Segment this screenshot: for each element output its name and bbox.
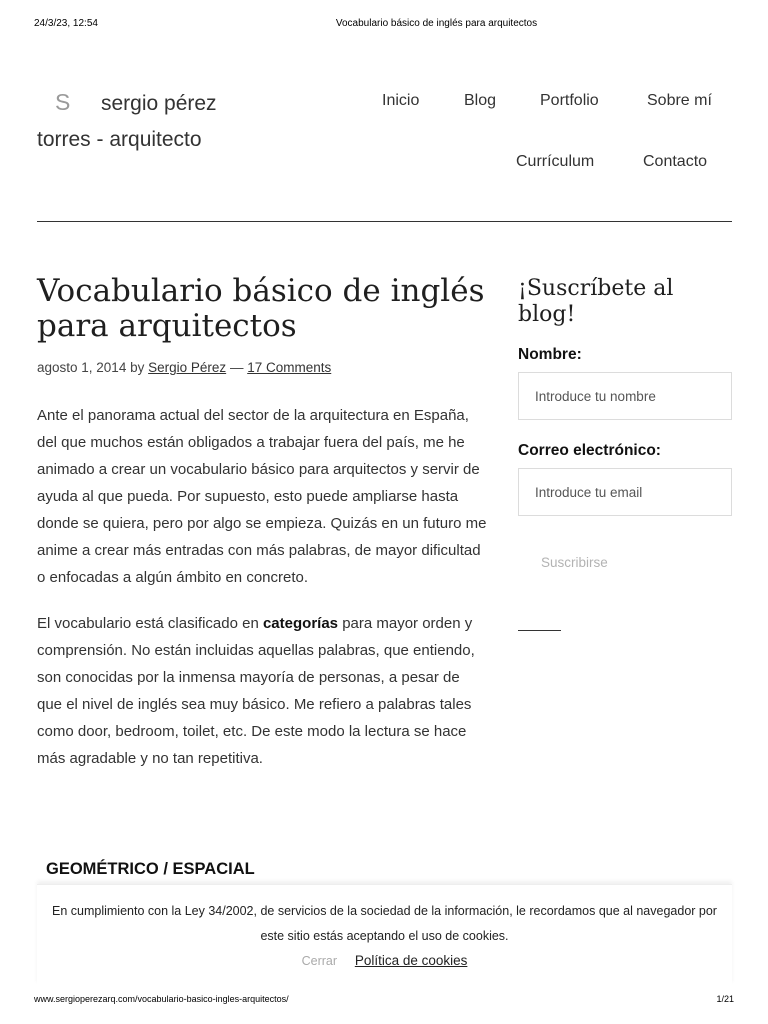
- site-logo[interactable]: [37, 84, 337, 158]
- site-name-line2: torres - arquitecto: [37, 128, 202, 151]
- post-author-link[interactable]: Sergio Pérez: [148, 360, 227, 375]
- name-input[interactable]: [518, 372, 732, 420]
- paragraph-2-intro: El vocabulario está clasificado en: [37, 615, 259, 632]
- section-heading: GEOMÉTRICO / ESPACIAL: [46, 860, 255, 878]
- post-comments-link[interactable]: 17 Comments: [247, 360, 332, 375]
- cookie-notice-text: En cumplimiento con la Ley 34/2002, de servicios de la sociedad de la información, le recordamos que al navegador por este sitio estás aceptando el uso de cookies.: [52, 904, 717, 943]
- subscribe-button[interactable]: Suscribirse: [518, 546, 638, 578]
- cookie-close-button[interactable]: Cerrar: [301, 954, 338, 968]
- nav-item-inicio[interactable]: Inicio: [382, 92, 420, 109]
- post-paragraph-1: Ante el panorama actual del sector de la arquitectura en España, del que muchos están obligados a trabajar fuera del país, me he animado a crear un vocabulario básico para arquitectos y servir de ayuda al que pueda. Por supuesto, esto puede ampliarse hasta donde se quiera, pero por algo se empieza. Quizás en un futuro me anime a crear más entradas con más palabras, de mayor dificultad o enfocadas a algún ámbito en concreto.: [37, 407, 487, 586]
- name-field-label: Nombre:: [518, 346, 582, 363]
- meta-dash: —: [229, 360, 244, 375]
- post-title: Vocabulario básico de inglés para arquitectos: [37, 273, 485, 344]
- cookie-notice-bar: [37, 884, 732, 985]
- subscribe-widget-title: ¡Suscríbete al blog!: [518, 276, 674, 327]
- cookie-policy-link[interactable]: Política de cookies: [354, 953, 468, 968]
- logo-letter-icon: S: [55, 89, 71, 115]
- paragraph-2-rest: para mayor orden y comprensión. No están incluidas aquellas palabras, que entiendo, son conocidas por la inmensa mayoría de personas, a pesar de que el nivel de inglés sea muy básico. Me refiero a palabras tales como door, bedroom, toilet, etc. De este modo la lectura se hace más agradable y no tan repetitiva.: [37, 615, 475, 767]
- email-field-label: Correo electrónico:: [518, 442, 661, 459]
- print-footer: [0, 994, 768, 1008]
- nav-item-portfolio[interactable]: Portfolio: [540, 92, 599, 109]
- post-date: agosto 1, 2014: [37, 360, 127, 375]
- cookie-actions: [37, 953, 732, 968]
- categories-emphasis: categorías: [262, 615, 339, 632]
- post-meta: [37, 360, 497, 375]
- site-name-line1: sergio pérez: [101, 92, 217, 115]
- widget-divider: [518, 630, 561, 631]
- post-paragraph-2: [37, 610, 487, 772]
- nav-item-curriculum[interactable]: Currículum: [516, 153, 595, 170]
- post-by: by: [130, 360, 145, 375]
- nav-item-blog[interactable]: Blog: [464, 92, 497, 109]
- main-navigation: [360, 86, 732, 186]
- post-content: [37, 402, 487, 791]
- header-divider: [37, 221, 732, 222]
- print-title: Vocabulario básico de inglés para arquitectos: [335, 18, 538, 29]
- nav-item-contacto[interactable]: Contacto: [643, 153, 708, 170]
- nav-item-sobre-mi[interactable]: Sobre mí: [647, 92, 712, 109]
- print-page-number: 1/21: [716, 994, 734, 1004]
- print-header: [0, 18, 768, 32]
- email-input[interactable]: [518, 468, 732, 516]
- print-datetime: 24/3/23, 12:54: [34, 18, 98, 29]
- print-url: www.sergioperezarq.com/vocabulario-basico-ingles-arquitectos/: [34, 994, 289, 1004]
